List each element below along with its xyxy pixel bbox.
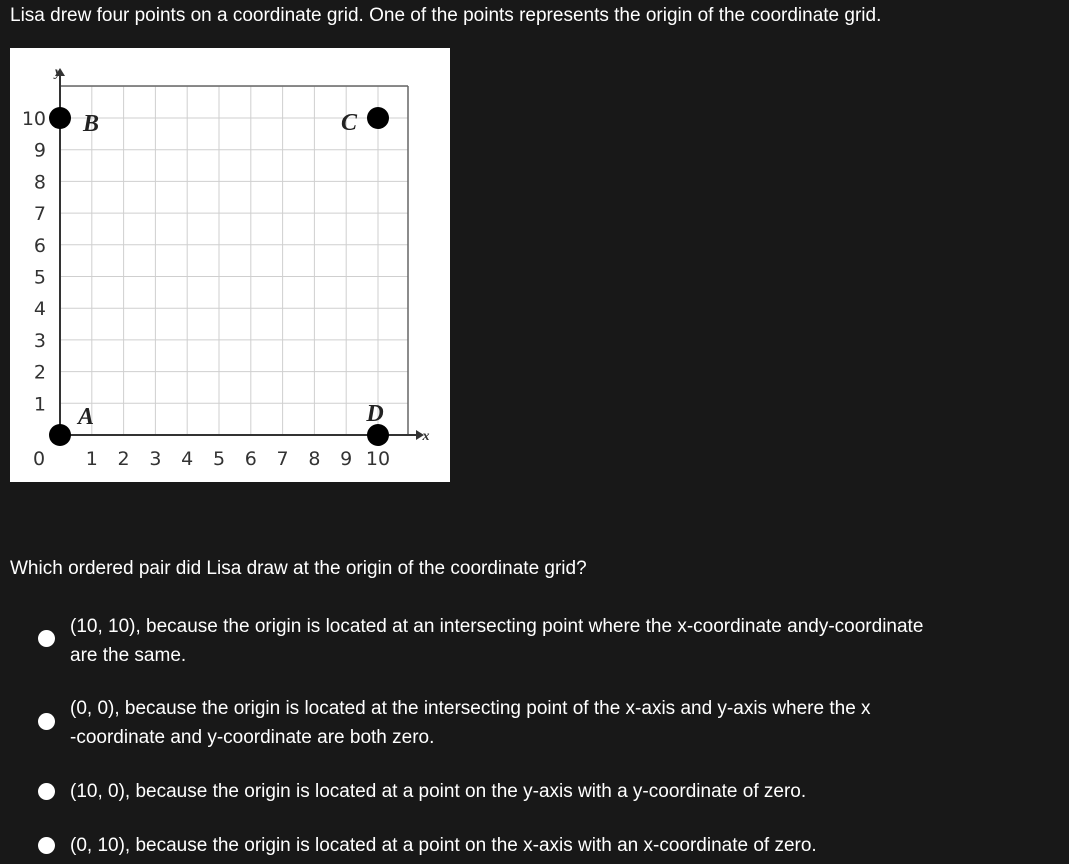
- y-tick-label: 8: [33, 171, 46, 194]
- x-axis-label: x: [422, 429, 430, 444]
- point-label: A: [77, 404, 95, 430]
- answer-choice-line: (0, 10), because the origin is located at a point on the x-axis with an x-coordinate of zero.: [70, 835, 817, 856]
- x-tick-label: 10: [365, 448, 391, 470]
- answer-choice-text: [70, 612, 1030, 670]
- prompt-text: Lisa drew four points on a coordinate grid. One of the points represents the origin of the coordinate grid.: [10, 5, 882, 26]
- coordinate-grid-figure: [10, 48, 450, 482]
- x-tick-label: 0: [32, 448, 46, 470]
- point-d: [367, 424, 389, 446]
- y-axis-label: y: [54, 65, 62, 80]
- radio-button[interactable]: [38, 713, 55, 730]
- point-label: C: [340, 110, 358, 136]
- answer-choice-line: -coordinate and y-coordinate are both zero.: [70, 727, 435, 748]
- point-label: B: [82, 111, 100, 137]
- radio-button[interactable]: [38, 783, 55, 800]
- y-tick-label: 6: [33, 234, 46, 257]
- point-c: [367, 107, 389, 129]
- answer-choice-line: (0, 0), because the origin is located at the intersecting point of the x-axis and y-axis where the x: [70, 698, 871, 719]
- x-tick-label: 9: [340, 448, 353, 470]
- point-b: [49, 107, 71, 129]
- y-tick-label: 1: [33, 393, 46, 416]
- radio-button[interactable]: [38, 837, 55, 854]
- y-tick-label: 2: [33, 361, 46, 384]
- point-a: [49, 424, 71, 446]
- x-tick-label: 2: [117, 448, 130, 470]
- question-text: Which ordered pair did Lisa draw at the origin of the coordinate grid?: [10, 558, 587, 579]
- answer-choice-line: (10, 10), because the origin is located at an intersecting point where the x-coordinate andy-coordinate: [70, 616, 924, 637]
- answer-choice-text: [70, 694, 1030, 752]
- answer-choice-line: (10, 0), because the origin is located at a point on the y-axis with a y-coordinate of zero.: [70, 781, 807, 802]
- y-tick-label: 4: [33, 298, 46, 321]
- x-tick-label: 8: [308, 448, 321, 470]
- y-tick-label: 10: [21, 108, 46, 130]
- x-tick-label: 5: [212, 448, 226, 470]
- y-tick-label: 3: [33, 329, 46, 352]
- answer-choice-line: are the same.: [70, 645, 187, 666]
- x-tick-label: 3: [149, 448, 162, 470]
- answer-choice-text: [70, 777, 1030, 806]
- answer-choice-text: [70, 831, 1030, 860]
- point-label: D: [366, 401, 384, 427]
- x-tick-label: 4: [181, 448, 194, 470]
- radio-button[interactable]: [38, 630, 55, 647]
- coordinate-grid: [10, 48, 450, 482]
- y-tick-label: 9: [33, 139, 46, 162]
- y-tick-label: 5: [33, 266, 46, 289]
- x-tick-label: 1: [85, 448, 98, 470]
- x-tick-label: 7: [276, 448, 289, 470]
- y-tick-label: 7: [33, 203, 46, 226]
- x-tick-label: 6: [244, 448, 257, 470]
